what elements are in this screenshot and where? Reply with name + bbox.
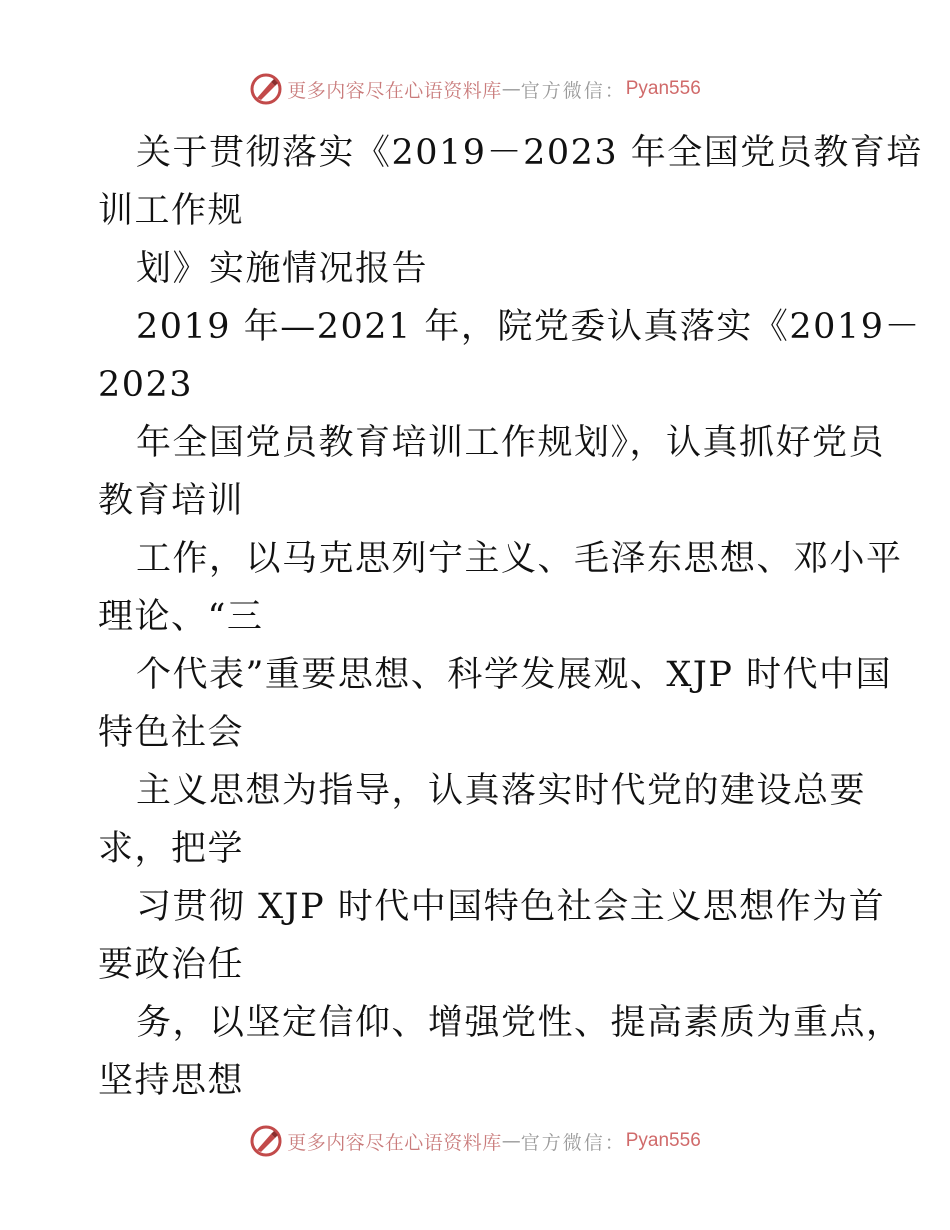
- pen-logo-icon: [249, 72, 283, 106]
- text-line: 教育培训: [98, 481, 245, 521]
- text-line: 要政治任: [98, 945, 245, 985]
- text-line: 2019 年—2021 年，院党委认真落实《2019－: [136, 307, 921, 347]
- text-line: 务，以坚定信仰、增强党性、提高素质为重点，: [136, 1003, 903, 1043]
- text-line: 个代表”重要思想、科学发展观、XJP 时代中国: [136, 655, 893, 695]
- watermark-separator: —: [501, 1130, 521, 1152]
- text-line: 求，把学: [98, 829, 245, 869]
- text-line: 年全国党员教育培训工作规划》，认真抓好党员: [136, 423, 886, 463]
- text-line: 工作，以马克思列宁主义、毛泽东思想、邓小平: [136, 539, 903, 579]
- pen-logo-icon: [249, 1124, 283, 1158]
- watermark-official: 官方微信：: [520, 79, 626, 102]
- text-line: 训工作规: [98, 191, 245, 231]
- header-watermark: [0, 72, 950, 106]
- text-line: 坚持思想: [98, 1061, 245, 1101]
- text-line: 主义思想为指导，认真落实时代党的建设总要: [136, 771, 867, 811]
- footer-watermark: [0, 1124, 950, 1158]
- watermark-official: 官方微信：: [520, 1131, 626, 1154]
- watermark-text: 更多内容尽在心语资料库: [287, 79, 502, 102]
- text-line: 习贯彻 XJP 时代中国特色社会主义思想作为首: [136, 887, 886, 927]
- watermark-handle: Pyan556: [625, 78, 701, 99]
- text-line: 关于贯彻落实《2019－2023 年全国党员教育培: [136, 133, 923, 173]
- watermark-handle: Pyan556: [625, 1130, 701, 1151]
- text-line: 特色社会: [98, 713, 245, 753]
- text-line: 划》实施情况报告: [136, 249, 429, 289]
- text-line: 2023: [98, 365, 194, 405]
- document-body: [98, 124, 923, 1110]
- text-line: 理论、“三: [98, 597, 264, 637]
- watermark-separator: —: [501, 78, 521, 100]
- watermark-text: 更多内容尽在心语资料库: [287, 1131, 502, 1154]
